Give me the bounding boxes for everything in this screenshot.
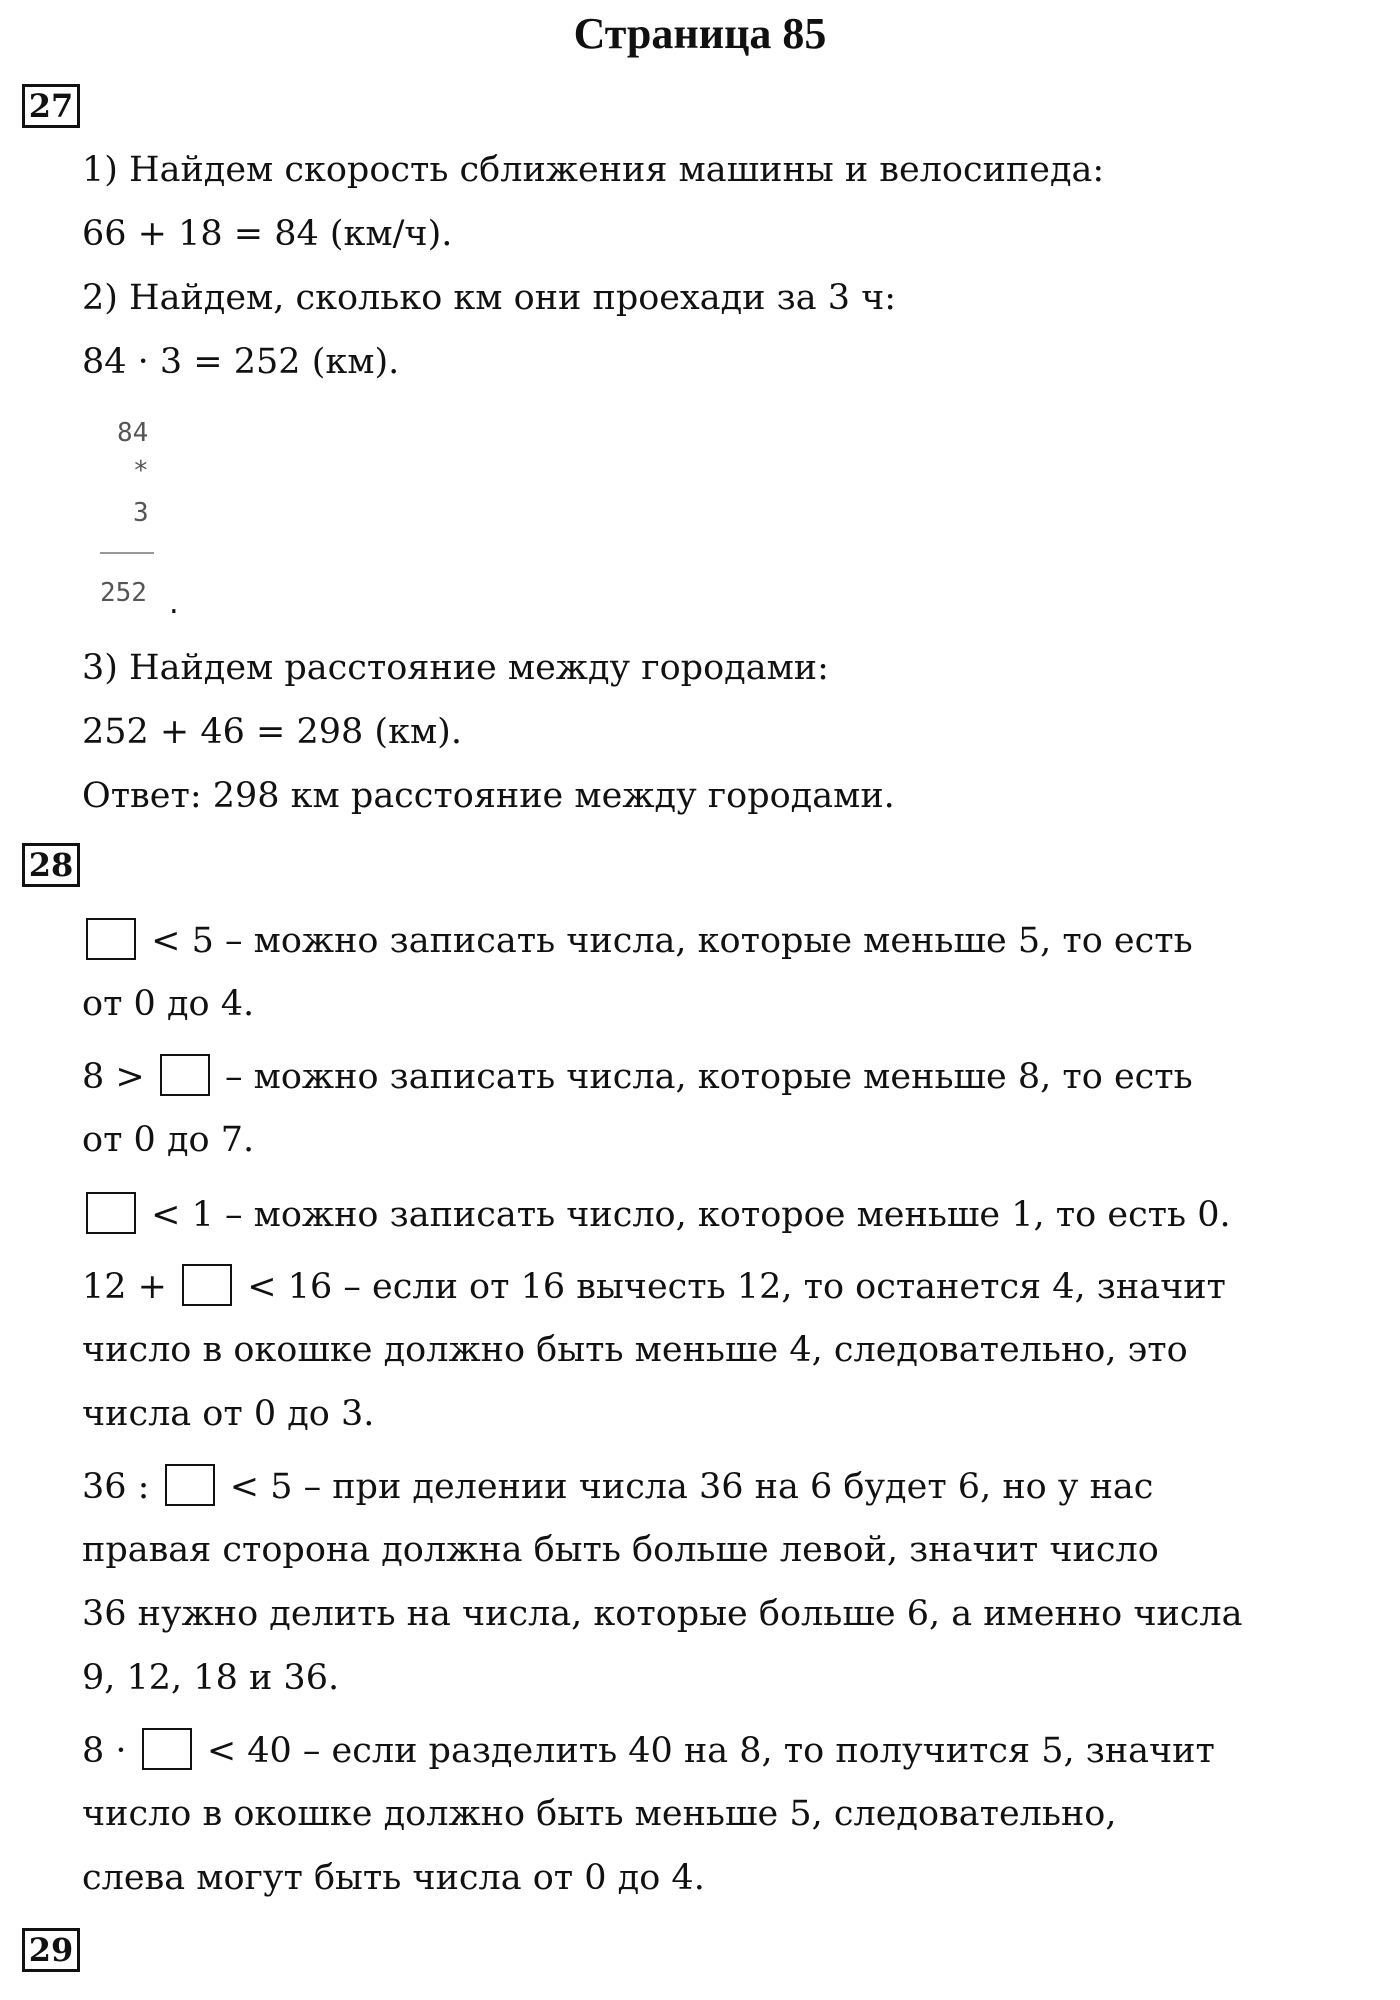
task27-line-6: 252 + 46 = 298 (км). — [82, 712, 462, 752]
column-multiplier: 3 — [133, 498, 149, 528]
task28-line-7: число в окошке должно быть меньше 4, следовательно, это — [82, 1330, 1188, 1370]
task28-line-13 — [82, 1728, 1215, 1773]
task28-line-1 — [82, 918, 1193, 963]
task28-line-11: 36 нужно делить на числа, которые больше 6, а именно числа — [82, 1594, 1243, 1634]
answer-box — [160, 1054, 210, 1096]
task28-line-1-text: < 5 – можно записать числа, которые меньше 5, то есть — [151, 921, 1193, 961]
task28-line-6-text: < 16 – если от 16 вычесть 12, то останется 4, значит — [247, 1267, 1226, 1307]
answer-box — [86, 918, 136, 960]
task28-line-8: числа от 0 до 3. — [82, 1394, 375, 1434]
task28-line-6 — [82, 1264, 1226, 1309]
column-result: 252 — [100, 578, 147, 608]
task28-line-13-prefix: 8 · — [82, 1731, 127, 1771]
task28-line-14: число в окошке должно быть меньше 5, следовательно, — [82, 1794, 1117, 1834]
answer-box — [182, 1264, 232, 1306]
task27-answer: Ответ: 298 км расстояние между городами. — [82, 776, 895, 816]
task28-line-9-text: < 5 – при делении числа 36 на 6 будет 6, но у нас — [229, 1467, 1154, 1507]
task27-line-1: 1) Найдем скорость сближения машины и велосипеда: — [82, 150, 1105, 190]
task28-line-3 — [82, 1054, 1193, 1099]
task28-line-6-prefix: 12 + — [82, 1267, 167, 1307]
task28-line-10: правая сторона должна быть больше левой, значит число — [82, 1530, 1159, 1570]
task27-line-4: 84 · 3 = 252 (км). — [82, 342, 400, 382]
task28-line-9-prefix: 36 : — [82, 1467, 150, 1507]
answer-box — [165, 1464, 215, 1506]
task-number-28: 28 — [22, 843, 80, 887]
task27-line-3: 2) Найдем, сколько км они проехади за 3 ч: — [82, 278, 897, 318]
task28-line-12: 9, 12, 18 и 36. — [82, 1658, 340, 1698]
task-number-27: 27 — [22, 84, 80, 128]
task27-line-2: 66 + 18 = 84 (км/ч). — [82, 214, 453, 254]
task28-line-9 — [82, 1464, 1153, 1509]
answer-box — [86, 1192, 136, 1234]
task28-line-13-text: < 40 – если разделить 40 на 8, то получится 5, значит — [206, 1731, 1215, 1771]
task28-line-5 — [82, 1192, 1231, 1237]
page-title: Страница 85 — [573, 9, 827, 58]
column-operator: * — [133, 456, 149, 486]
task28-line-2: от 0 до 4. — [82, 984, 255, 1024]
column-multiplicand: 84 — [117, 418, 149, 448]
column-rule — [100, 552, 154, 554]
task27-line-5: 3) Найдем расстояние между городами: — [82, 648, 829, 688]
task28-line-3-text: – можно записать числа, которые меньше 8, то есть — [225, 1057, 1193, 1097]
task28-line-4: от 0 до 7. — [82, 1120, 255, 1160]
column-dot: . — [166, 590, 182, 620]
task28-line-5-text: < 1 – можно записать число, которое меньше 1, то есть 0. — [151, 1195, 1231, 1235]
task-number-29: 29 — [22, 1928, 80, 1972]
task28-line-3-prefix: 8 > — [82, 1057, 145, 1097]
answer-box — [142, 1728, 192, 1770]
task28-line-15: слева могут быть числа от 0 до 4. — [82, 1858, 705, 1898]
